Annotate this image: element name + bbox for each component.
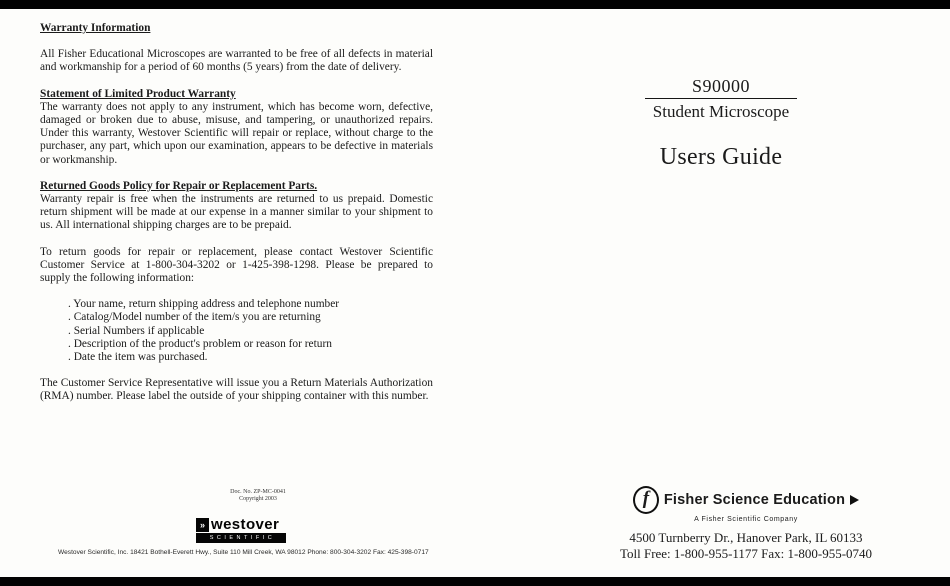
model-number: S90000 <box>691 76 750 96</box>
closing-paragraph: The Customer Service Representative will issue you a Return Materials Authorization (RMA) number. Please label the outside of your shipping container with this number. <box>40 377 433 403</box>
title-divider <box>645 98 797 99</box>
westover-subtitle: SCIENTIFIC <box>196 533 286 543</box>
guide-title: Users Guide <box>659 144 783 170</box>
doc-number: Doc. No. ZP-MC-0041 <box>230 489 286 495</box>
list-item: . Catalog/Model number of the item/s you are returning <box>68 311 321 324</box>
warranty-column <box>40 22 433 404</box>
copyright: Copyright 2003 <box>239 496 277 502</box>
fisher-arrow-icon <box>850 495 859 505</box>
warranty-information-body: All Fisher Educational Microscopes are warranted to be free of all defects in material and workmanship for a period of 60 months (5 years) from the date of delivery. <box>40 48 433 74</box>
limited-warranty-body: The warranty does not apply to any instrument, which has become worn, defective, damaged or broken due to abuse, misuse, and tampering, or unauthorized repairs. Under this warranty, Westover Scientific will repair or replace, without charge to the purchaser, any part, which upon our examination, appears to be defective in materials or workmanship. <box>40 100 433 166</box>
product-name: Student Microscope <box>652 102 790 121</box>
fisher-phone-fax: Toll Free: 1-800-955-1177 Fax: 1-800-955-0740 <box>619 545 873 561</box>
contact-paragraph: To return goods for repair or replacement, please contact Westover Scientific Customer Service at 1-800-304-3202 or 1-425-398-1298. Please be prepared to supply the following information: <box>40 245 433 285</box>
list-item: . Your name, return shipping address and telephone number <box>68 298 340 311</box>
fisher-branding-block <box>600 486 892 561</box>
fisher-logo-row <box>600 486 892 514</box>
fisher-brand-name: Fisher Science Education <box>663 492 846 508</box>
bottom-edge-bar <box>0 577 950 586</box>
westover-name: westover <box>211 516 280 533</box>
returned-goods-heading: Returned Goods Policy for Repair or Replacement Parts. <box>40 179 318 192</box>
westover-chevron-icon: » <box>196 518 209 532</box>
fisher-address: 4500 Turnberry Dr., Hanover Park, IL 60133 <box>629 530 863 545</box>
list-item: . Serial Numbers if applicable <box>68 324 205 337</box>
top-edge-bar <box>0 0 950 9</box>
warranty-information-heading: Warranty Information <box>40 22 151 34</box>
westover-logo <box>196 517 286 543</box>
cover-title-block <box>645 76 797 170</box>
doc-number-block <box>226 489 290 503</box>
footer-contact-line: Westover Scientific, Inc. 18421 Bothell-Everett Hwy., Suite 110 Mill Creek, WA 98012 Phone: 800-304-3202 Fax: 425-398-0717 <box>58 549 429 556</box>
limited-warranty-heading: Statement of Limited Product Warranty <box>40 87 236 100</box>
fisher-f-logo-icon: f <box>633 486 659 514</box>
returned-goods-body: Warranty repair is free when the instruments are returned to us prepaid. Domestic return shipment will be made at our expense in a manner similar to your shipment to us. All international shipping charges are to be prepaid. <box>40 193 433 232</box>
westover-logo-top <box>196 517 286 532</box>
required-info-list <box>68 298 433 364</box>
fisher-tagline: A Fisher Scientific Company <box>694 516 798 523</box>
list-item: . Date the item was purchased. <box>68 351 208 364</box>
list-item: . Description of the product's problem or reason for return <box>68 337 332 350</box>
